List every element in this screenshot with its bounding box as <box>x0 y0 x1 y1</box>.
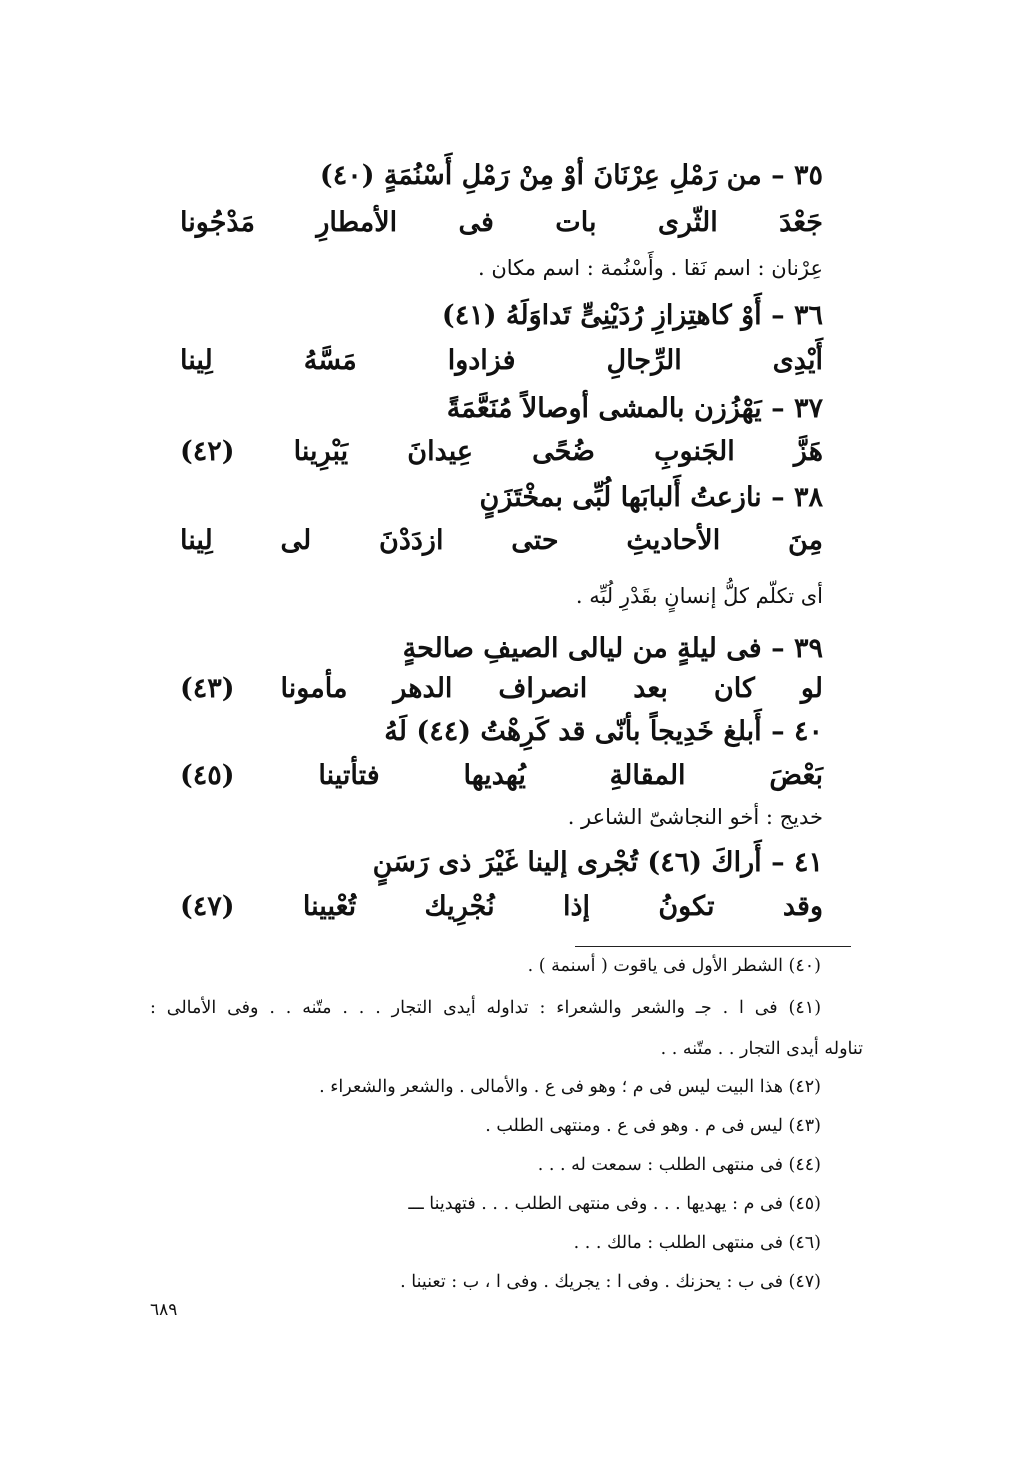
footnote-42: (٤٢) هذا البيت ليس فى م ؛ وهو فى ع . والأمالى . والشعر والشعراء . <box>319 1077 821 1097</box>
footnote-41: (٤١) فى ا . جـ والشعر والشعراء : تداوله أيدى التجار . . . متّنه . . وفى الأمالى : <box>150 998 822 1018</box>
verse-41-first-hemistich: ٤١ – أَراكَ (٤٦) تُجْرى إلينا غَيْرَ ذى رَسَنٍ <box>372 847 823 878</box>
footnote-separator <box>575 946 851 947</box>
verse-39-second-hemistich: لو كان بعد انصراف الدهر مأمونا (٤٣) <box>180 673 823 704</box>
gloss-verse-38: أى تكلّم كلُّ إنسانٍ بقَدْرِ لُبِّه . <box>575 584 823 608</box>
footnote-43: (٤٣) ليس فى م . وهو فى ع . ومنتهى الطلب . <box>485 1116 821 1136</box>
verse-40-first-hemistich: ٤٠ – أَبلغ خَدِيجاً بأنّى قد كَرِهْتُ (٤٤) لَهُ <box>384 716 823 747</box>
verse-35-first-hemistich: ٣٥ – من رَمْلِ عِرْنَانَ أوْ مِنْ رَمْلِ أَسْنُمَةٍ (٤٠) <box>319 160 823 191</box>
verse-41-second-hemistich: وقد تكونُ إذا نُجْرِيك تُعْيينا (٤٧) <box>180 891 823 922</box>
verse-36-first-hemistich: ٣٦ – أَوْ كاهتِزازِ رُدَيْنِىٍّ تَداوَلَهُ (٤١) <box>441 300 823 331</box>
page-number: ٦٨٩ <box>150 1300 178 1320</box>
footnote-47: (٤٧) فى ب : يحزنك . وفى ا : يجريك . وفى ا ، ب : تعنينا . <box>400 1272 821 1292</box>
verse-37-second-hemistich: هَزَّ الجَنوبِ ضُحًى عِيدانَ يَبْرِينا (٤٢) <box>180 436 823 467</box>
verse-38-first-hemistich: ٣٨ – نازعتُ أَلبابَها لُبِّى بمخْتَزَنٍ <box>479 482 823 513</box>
footnote-41-continued: تناوله أيدى التجار . . متّنه . . <box>660 1039 863 1059</box>
footnote-45: (٤٥) فى م : يهديها . . . وفى منتهى الطلب . . . فتهدينا ـــ <box>408 1194 821 1214</box>
verse-35-second-hemistich: جَعْدَ الثّرى بات فى الأمطارِ مَدْجُونا <box>180 207 823 238</box>
footnote-46: (٤٦) فى منتهى الطلب : مالك . . . <box>573 1233 821 1253</box>
verse-37-first-hemistich: ٣٧ – يَهْزُزن بالمشى أوصالاً مُنَعَّمَةً <box>446 393 823 424</box>
gloss-verse-40: خديج : أخو النجاشىّ الشاعر . <box>567 805 823 829</box>
gloss-verse-35: عِرْنان : اسم نَقا . وأَسْنُمة : اسم مكان . <box>477 256 823 280</box>
footnote-44: (٤٤) فى منتهى الطلب : سمعت له . . . <box>537 1155 821 1175</box>
footnote-40: (٤٠) الشطر الأول فى ياقوت ( أسنمة ) . <box>527 956 821 976</box>
verse-38-second-hemistich: مِنَ الأحاديثِ حتى ازدَدْنَ لى لِينا <box>180 525 823 556</box>
verse-39-first-hemistich: ٣٩ – فى ليلةٍ من ليالى الصيفِ صالحةٍ <box>402 633 823 664</box>
verse-36-second-hemistich: أَيْدِى الرِّجالِ فزادوا مَسَّهُ لِينا <box>180 345 823 376</box>
verse-40-second-hemistich: بَعْضَ المقالةِ يُهديها فتأتينا (٤٥) <box>180 760 823 791</box>
